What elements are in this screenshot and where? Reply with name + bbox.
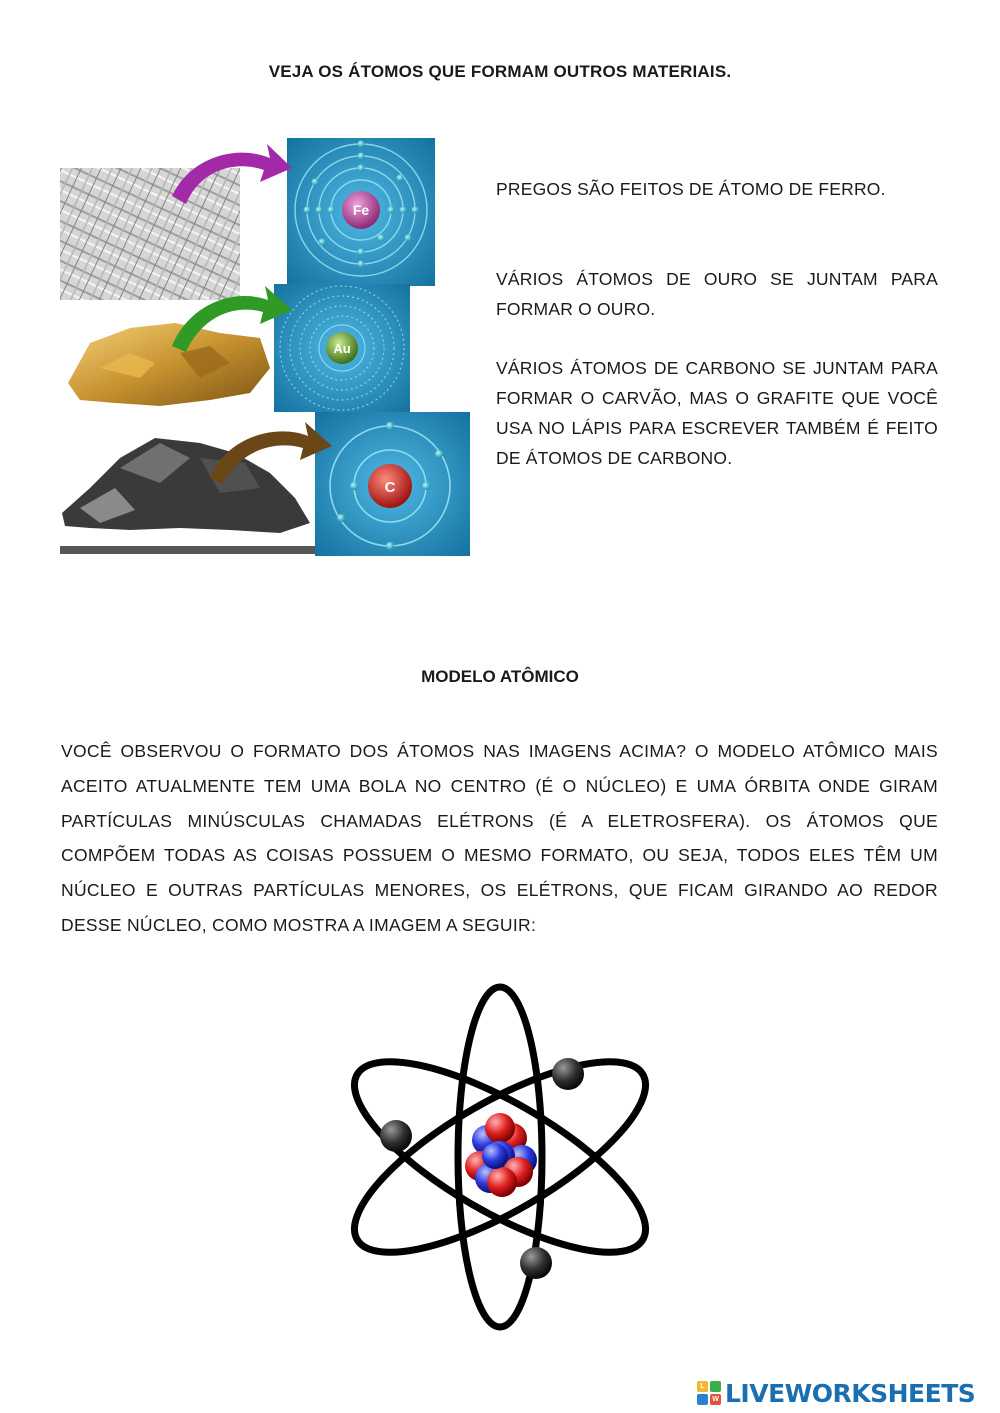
gold-nugget-photo: [68, 323, 270, 406]
coal-photo: [60, 438, 315, 554]
gold-symbol: Au: [333, 341, 351, 356]
carbon-atom-panel: [315, 412, 470, 556]
carbon-symbol: C: [384, 479, 396, 496]
atomic-model-illustration: [340, 980, 660, 1340]
section-body: VOCÊ OBSERVOU O FORMATO DOS ÁTOMOS NAS IMAGENS ACIMA? O MODELO ATÔMICO MAIS ACEITO ATUALMENTE TEM UMA BOLA NO CENTRO (É O NÚCLEO) E UMA ÓRBITA ONDE GIRAM PARTÍCULAS MINÚSCULAS CHAMADAS ELÉTRONS (É A ELETROSFERA). OS ÁTOMOS QUE COMPÕEM TODAS AS COISAS POSSUEM O MESMO FORMATO, OU SEJA, TODOS ELES TÊM UM NÚCLEO E OUTRAS PARTÍCULAS MENORES, OS ELÉTRONS, QUE FICAM GIRANDO AO REDOR DESSE NÚCLEO, COMO MOSTRA A IMAGEM A SEGUIR:: [61, 741, 938, 935]
carbon-text: VÁRIOS ÁTOMOS DE CARBONO SE JUNTAM PARA FORMAR O CARVÃO, MAS O GRAFITE QUE VOCÊ USA NO LÁPIS PARA ESCREVER TAMBÉM É FEITO DE ÁTOMOS DE CARBONO.: [496, 358, 938, 468]
liveworksheets-logo-icon: L W: [697, 1381, 721, 1405]
iron-symbol: Fe: [352, 202, 370, 218]
liveworksheets-logo[interactable]: [697, 1376, 975, 1410]
electron-top-right: [552, 1058, 584, 1090]
page-title: VEJA OS ÁTOMOS QUE FORMAM OUTROS MATERIAIS.: [268, 62, 732, 81]
nucleus: [465, 1113, 537, 1197]
electron-bottom: [520, 1247, 552, 1279]
materials-atoms-illustration: [60, 138, 470, 556]
electron-left: [380, 1120, 412, 1152]
liveworksheets-brand: LIVEWORKSHEETS: [725, 1378, 976, 1408]
iron-text: PREGOS SÃO FEITOS DE ÁTOMO DE FERRO.: [496, 179, 886, 199]
section-title: MODELO ATÔMICO: [421, 667, 579, 686]
nails-photo: [60, 168, 240, 300]
iron-atom-panel: [287, 138, 435, 286]
gold-text: VÁRIOS ÁTOMOS DE OURO SE JUNTAM PARA FORMAR O OURO.: [496, 269, 938, 319]
gold-atom-panel: [274, 284, 410, 412]
